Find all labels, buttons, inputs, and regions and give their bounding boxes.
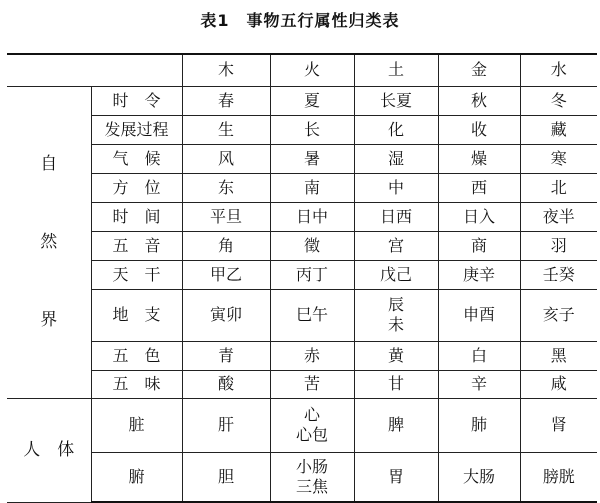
element-value: 戊己	[354, 260, 438, 289]
nature-row	[7, 289, 597, 341]
nature-row	[7, 341, 597, 370]
element-value: 东	[182, 173, 270, 202]
element-value: 湿	[354, 144, 438, 173]
element-value: 商	[438, 231, 520, 260]
element-value	[354, 289, 438, 341]
body-row	[7, 398, 597, 452]
attribute-label: 天 干	[91, 260, 182, 289]
element-value: 甲乙	[182, 260, 270, 289]
attribute-label: 腑	[91, 452, 182, 502]
attribute-label: 地 支	[91, 289, 182, 341]
attribute-label: 时 令	[91, 86, 182, 115]
nature-row	[7, 173, 597, 202]
corner-cell	[7, 54, 182, 86]
element-value: 收	[438, 115, 520, 144]
attribute-label: 发展过程	[91, 115, 182, 144]
nature-category	[7, 86, 91, 398]
element-value: 肺	[438, 398, 520, 452]
element-value: 苦	[270, 370, 354, 398]
nature-category-char: 界	[40, 310, 58, 330]
element-value: 日西	[354, 202, 438, 231]
element-value: 庚辛	[438, 260, 520, 289]
element-value	[270, 452, 354, 502]
nature-row	[7, 370, 597, 398]
element-value: 徵	[270, 231, 354, 260]
attribute-label: 脏	[91, 398, 182, 452]
element-value: 黄	[354, 341, 438, 370]
element-value: 秋	[438, 86, 520, 115]
element-value: 燥	[438, 144, 520, 173]
element-value: 胃	[354, 452, 438, 502]
element-value-line: 小肠	[295, 456, 328, 476]
element-value: 暑	[270, 144, 354, 173]
element-value: 长	[270, 115, 354, 144]
element-value: 冬	[520, 86, 597, 115]
element-value: 肾	[520, 398, 597, 452]
element-value-line: 心包	[295, 425, 328, 444]
element-value: 巳午	[270, 289, 354, 341]
element-value: 赤	[270, 341, 354, 370]
element-value: 甘	[354, 370, 438, 398]
nature-row	[7, 231, 597, 260]
element-value-line: 三焦	[295, 476, 328, 496]
element-value: 壬癸	[520, 260, 597, 289]
element-value-line: 未	[387, 315, 404, 334]
element-value: 申酉	[438, 289, 520, 341]
element-value: 辛	[438, 370, 520, 398]
element-value: 长夏	[354, 86, 438, 115]
element-value: 黑	[520, 341, 597, 370]
header-element: 水	[520, 54, 597, 86]
element-value: 中	[354, 173, 438, 202]
element-value: 肝	[182, 398, 270, 452]
nature-row	[7, 202, 597, 231]
element-value: 角	[182, 231, 270, 260]
five-elements-table	[7, 53, 597, 503]
nature-row	[7, 86, 597, 115]
attribute-label: 五 味	[91, 370, 182, 398]
element-value: 生	[182, 115, 270, 144]
element-value: 寒	[520, 144, 597, 173]
attribute-label: 五 音	[91, 231, 182, 260]
element-value: 南	[270, 173, 354, 202]
element-value: 脾	[354, 398, 438, 452]
element-value: 西	[438, 173, 520, 202]
header-element: 木	[182, 54, 270, 86]
attribute-label: 时 间	[91, 202, 182, 231]
nature-row	[7, 260, 597, 289]
nature-row	[7, 115, 597, 144]
body-row	[7, 452, 597, 502]
element-value-line: 辰	[387, 295, 404, 314]
header-element: 金	[438, 54, 520, 86]
element-value: 日中	[270, 202, 354, 231]
element-value: 大肠	[438, 452, 520, 502]
element-value: 风	[182, 144, 270, 173]
element-value: 日入	[438, 202, 520, 231]
element-value: 平旦	[182, 202, 270, 231]
attribute-label: 五 色	[91, 341, 182, 370]
header-element: 土	[354, 54, 438, 86]
element-value: 酸	[182, 370, 270, 398]
element-value: 夜半	[520, 202, 597, 231]
body-category: 人 体	[7, 398, 91, 502]
element-value: 北	[520, 173, 597, 202]
table-title: 表1 事物五行属性归类表	[200, 11, 400, 30]
nature-category-char: 自	[40, 154, 58, 174]
header-row	[7, 54, 597, 86]
element-value: 膀胱	[520, 452, 597, 502]
element-value: 化	[354, 115, 438, 144]
element-value: 胆	[182, 452, 270, 502]
element-value: 羽	[520, 231, 597, 260]
element-value: 寅卯	[182, 289, 270, 341]
element-value-line: 心	[303, 405, 320, 424]
nature-row	[7, 144, 597, 173]
attribute-label: 方 位	[91, 173, 182, 202]
nature-category-char: 然	[40, 232, 58, 252]
header-element: 火	[270, 54, 354, 86]
element-value: 咸	[520, 370, 597, 398]
element-value: 夏	[270, 86, 354, 115]
element-value	[270, 398, 354, 452]
element-value: 白	[438, 341, 520, 370]
attribute-label: 气 候	[91, 144, 182, 173]
element-value: 亥子	[520, 289, 597, 341]
element-value: 春	[182, 86, 270, 115]
element-value: 丙丁	[270, 260, 354, 289]
element-value: 宫	[354, 231, 438, 260]
element-value: 青	[182, 341, 270, 370]
element-value: 藏	[520, 115, 597, 144]
